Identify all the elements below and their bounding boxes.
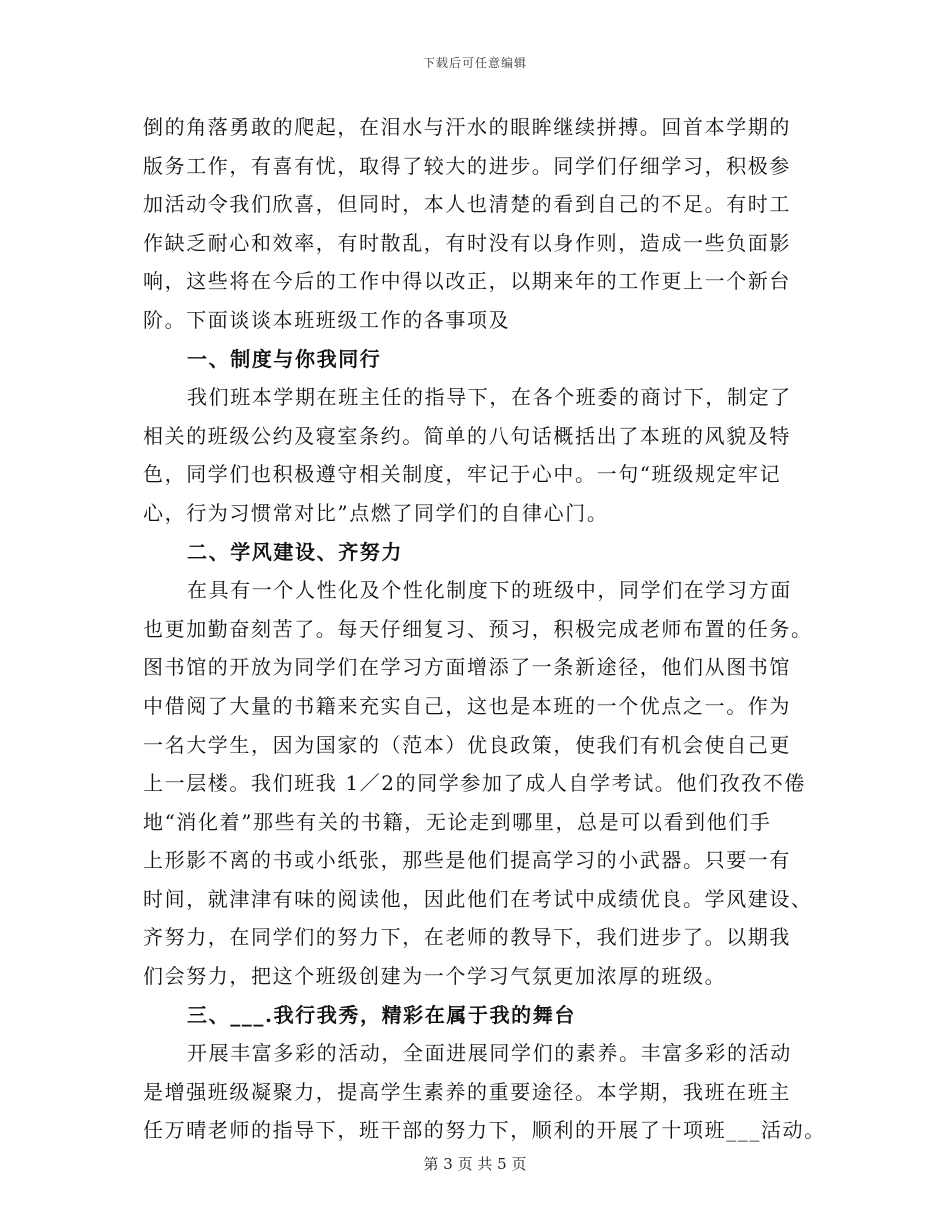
text-line: 中借阅了大量的书籍来充实自己，这也是本班的一个优点之一。作为 — [143, 693, 791, 718]
text-line: 色，同学们也积极遵守相关制度，牢记于心中。一句“班级规定牢记 — [143, 462, 782, 487]
text-line: 加活动令我们欣喜，但同时，本人也清楚的看到自己的不足。有时工 — [143, 192, 791, 217]
text-line: 版务工作，有喜有忧，取得了较大的进步。同学们仔细学习，积极参 — [143, 153, 791, 178]
page-footer: 第 3 页 共 5 页 — [423, 1155, 527, 1173]
text-line: 上形影不离的书或小纸张，那些是他们提高学习的小武器。只要一有 — [143, 848, 791, 873]
paragraph-first-line: 开展丰富多彩的活动，全面进展同学们的素养。丰富多彩的活动 — [187, 1041, 792, 1066]
text-line: 响，这些将在今后的工作中得以改正，以期来年的工作更上一个新台 — [143, 269, 791, 294]
section-heading: 三、___.我行我秀，精彩在属于我的舞台 — [187, 1002, 576, 1027]
text-line: 作缺乏耐心和效率，有时散乱，有时没有以身作则，造成一些负面影 — [143, 230, 791, 255]
text-line: 相关的班级公约及寝室条约。简单的八句话概括出了本班的风貌及特 — [143, 423, 791, 448]
text-line: 是增强班级凝聚力，提高学生素养的重要途径。本学期，我班在班主 — [143, 1079, 791, 1104]
paragraph-first-line: 我们班本学期在班主任的指导下，在各个班委的商讨下，制定了 — [187, 385, 792, 410]
text-line: 齐努力，在同学们的努力下，在老师的教导下，我们进步了。以期我 — [143, 925, 791, 950]
page-header: 下载后可任意编辑 — [422, 56, 527, 70]
text-line: 任万晴老师的指导下，班干部的努力下，顺利的开展了十项班___活动。 — [143, 1118, 826, 1143]
section-heading: 一、制度与你我同行 — [187, 346, 382, 371]
text-line: 心，行为习惯常对比”点燃了同学们的自律心门。 — [143, 500, 609, 525]
paragraph-first-line: 在具有一个人性化及个性化制度下的班级中，同学们在学习方面 — [187, 578, 792, 603]
section-heading: 二、学风建设、齐努力 — [187, 539, 403, 564]
text-line: 时间，就津津有味的阅读他，因此他们在考试中成绩优良。学风建设、 — [143, 886, 813, 911]
text-line: 一名大学生，因为国家的（范本）优良政策，使我们有机会使自己更 — [143, 732, 791, 757]
text-line: 地“消化着”那些有关的书籍，无论走到哪里，总是可以看到他们手 — [143, 809, 772, 834]
text-line: 也更加勤奋刻苦了。每天仔细复习、预习，积极完成老师布置的任务。 — [143, 616, 813, 641]
document-body — [143, 108, 826, 1150]
text-line: 们会努力，把这个班级创建为一个学习气氛更加浓厚的班级。 — [143, 964, 727, 989]
text-line: 图书馆的开放为同学们在学习方面增添了一条新途径，他们从图书馆 — [143, 655, 791, 680]
text-line: 上一层楼。我们班我 1／2的同学参加了成人自学考试。他们孜孜不倦 — [143, 771, 807, 796]
text-line: 阶。下面谈谈本班班级工作的各事项及 — [143, 307, 511, 332]
text-line: 倒的角落勇敢的爬起，在泪水与汗水的眼眸继续拼搏。回首本学期的 — [143, 115, 791, 139]
